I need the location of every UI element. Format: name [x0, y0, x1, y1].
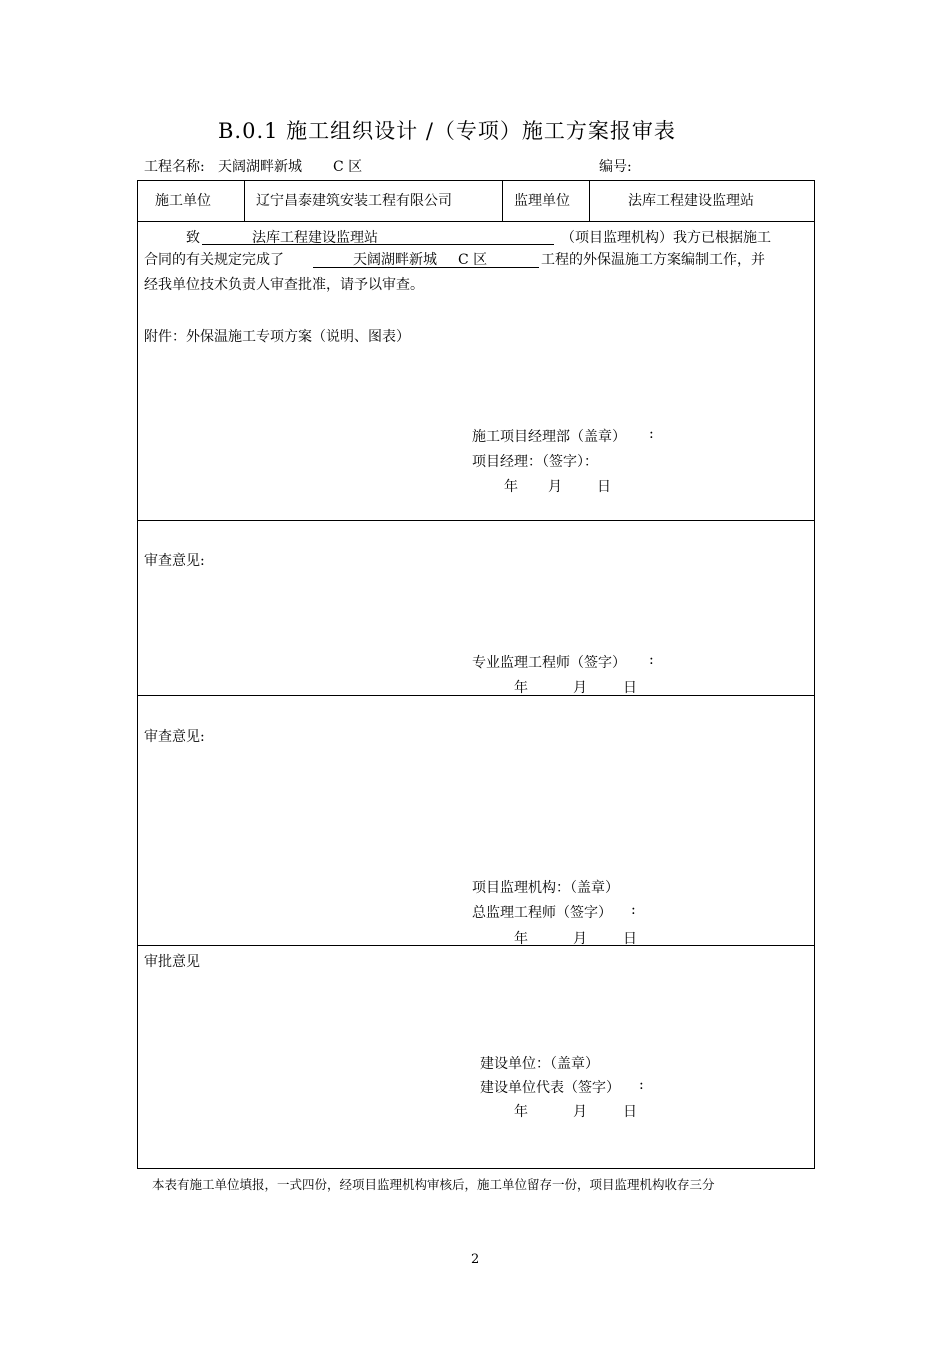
sign-dept-label: 施工项目经理部（盖章） [472, 429, 626, 445]
approval-label: 审批意见 [144, 954, 200, 970]
review2-chief-label: 总监理工程师（签字） [472, 905, 612, 921]
sign-manager-label: 项目经理：（签字）： [472, 454, 598, 470]
submission-line2-tail: 工程的外保温施工方案编制工作，并 [541, 252, 765, 268]
date-month: 月 [573, 931, 587, 947]
approval-rep-label: 建设单位代表（签字） [480, 1080, 620, 1096]
date-year: 年 [504, 479, 518, 495]
review1-colon: : [649, 652, 654, 668]
date-month: 月 [573, 680, 587, 696]
project-underline [313, 267, 539, 268]
to-value: 法库工程建设监理站 [252, 230, 378, 246]
attachment-text: 附件：外保温施工专项方案（说明、图表） [144, 329, 410, 345]
project-zone: C 区 [333, 159, 363, 175]
to-underline [202, 244, 554, 245]
construction-unit-label: 施工单位 [155, 193, 211, 209]
date-day: 日 [623, 1104, 637, 1120]
supervision-unit-label: 监理单位 [514, 193, 570, 209]
date-year: 年 [514, 1104, 528, 1120]
supervision-unit-value: 法库工程建设监理站 [628, 193, 754, 209]
form-number-label: 编号: [599, 159, 632, 175]
project-name-label: 工程名称: [144, 159, 205, 175]
footnote: 本表有施工单位填报，一式四份，经项目监理机构审核后，施工单位留存一份，项目监理机构收存三分 [152, 1177, 715, 1192]
review2-label: 审查意见: [144, 729, 205, 745]
review2-org-label: 项目监理机构：（盖章） [472, 880, 619, 896]
to-label: 致 [186, 230, 200, 246]
date-year: 年 [514, 931, 528, 947]
submission-line3: 经我单位技术负责人审查批准，请予以审查。 [144, 277, 424, 293]
sign-dept-colon: : [649, 426, 654, 442]
submission-line1-tail: （项目监理机构）我方已根据施工 [561, 230, 771, 246]
page-number: 2 [471, 1252, 480, 1267]
submission-project-zone: C 区 [458, 252, 488, 268]
date-month: 月 [573, 1104, 587, 1120]
date-day: 日 [597, 479, 611, 495]
submission-project-value: 天阔湖畔新城 [353, 252, 437, 268]
review1-label: 审查意见: [144, 553, 205, 569]
review1-engineer-label: 专业监理工程师（签字） [472, 655, 626, 671]
form-title: B.0.1 施工组织设计 /（专项）施工方案报审表 [218, 119, 676, 143]
date-month: 月 [548, 479, 562, 495]
construction-unit-value: 辽宁昌泰建筑安装工程有限公司 [256, 193, 452, 209]
date-day: 日 [623, 931, 637, 947]
approval-colon: : [639, 1077, 644, 1093]
approval-unit-label: 建设单位：（盖章） [480, 1056, 599, 1072]
project-name-value: 天阔湖畔新城 [218, 159, 302, 175]
review2-colon: : [631, 902, 636, 918]
submission-line2-head: 合同的有关规定完成了 [144, 252, 284, 268]
date-year: 年 [514, 680, 528, 696]
date-day: 日 [623, 680, 637, 696]
